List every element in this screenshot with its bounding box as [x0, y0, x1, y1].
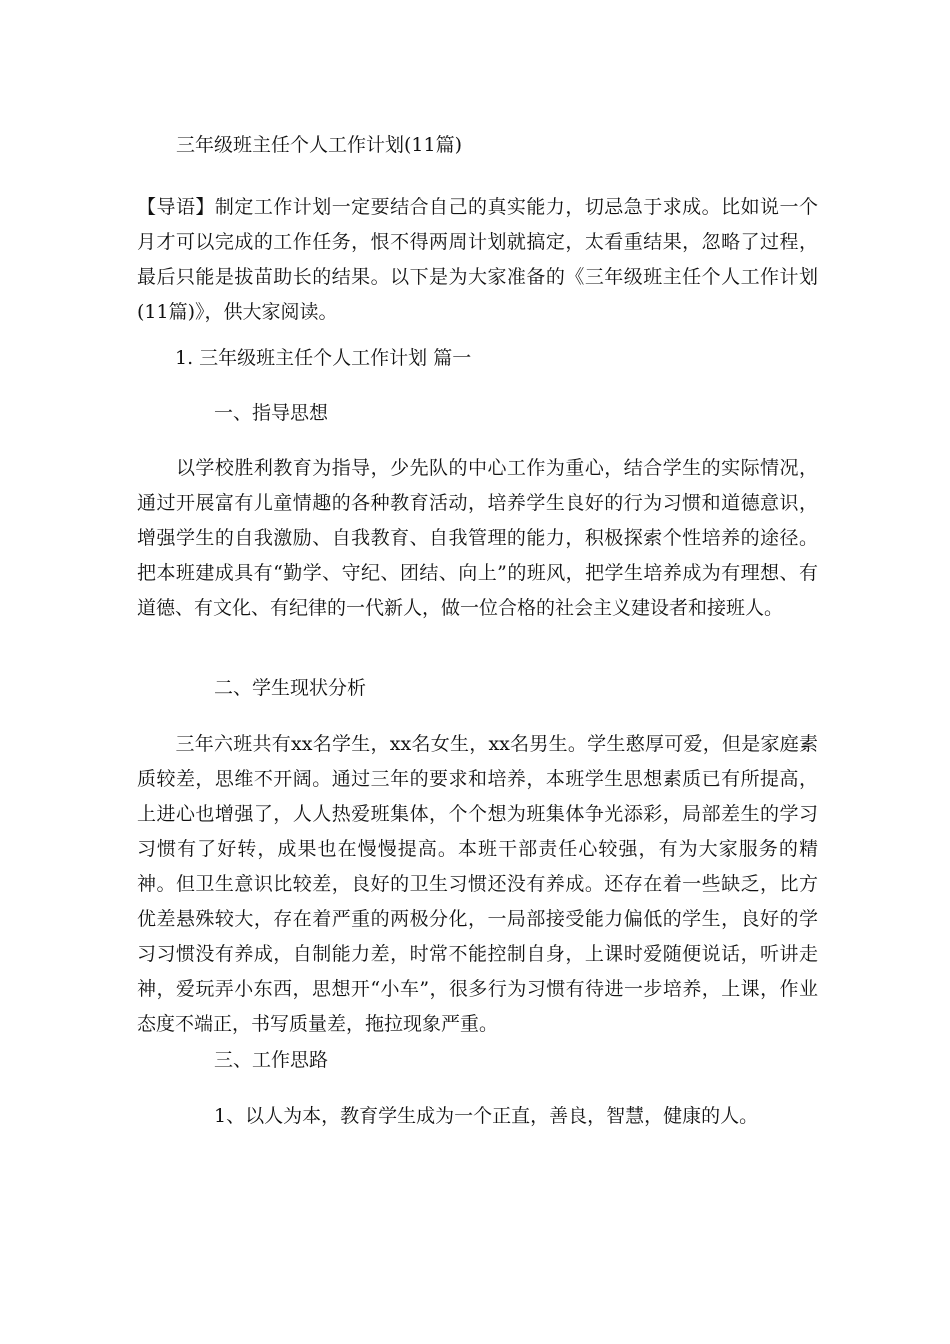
article-title: 1. 三年级班主任个人工作计划 篇一 — [175, 347, 472, 369]
section-heading-work-approach: 三、工作思路 — [214, 1049, 329, 1071]
work-approach-item-1: 1、以人为本，教育学生成为一个正直，善良，智慧，健康的人。 — [214, 1105, 759, 1127]
section-body-guiding-ideology: 以学校胜利教育为指导，少先队的中心工作为重心，结合学生的实际情况，通过开展富有儿童情趣的各种教育活动，培养学生良好的行为习惯和道德意识，增强学生的自我激励、自我教育、自我管理的能力，积极探索个性培养的途径。把本班建成具有“勤学、守纪、团结、向上”的班风，把学生培养成为有理想、有道德、有文化、有纪律的一代新人，做一位合格的社会主义建设者和接班人。 — [137, 457, 818, 619]
section-heading-guiding-ideology: 一、指导思想 — [214, 402, 329, 424]
section-body-student-analysis: 三年六班共有xx名学生，xx名女生，xx名男生。学生憨厚可爱，但是家庭素质较差，思维不开阔。通过三年的要求和培养，本班学生思想素质已有所提高，上进心也增强了，人人热爱班集体，个个想为班集体争光添彩，局部差生的学习习惯有了好转，成果也在慢慢提高。本班干部责任心较强，有为大家服务的精神。但卫生意识比较差，良好的卫生习惯还没有养成。还存在着一些缺乏，比方优差悬殊较大，存在着严重的两极分化，一局部接受能力偏低的学生，良好的学习习惯没有养成，自制能力差，时常不能控制自身，上课时爱随便说话，听讲走神，爱玩弄小东西，思想开“小车”，很多行为习惯有待进一步培养，上课，作业态度不端正，书写质量差，拖拉现象严重。 — [137, 733, 818, 1035]
intro-paragraph: 【导语】制定工作计划一定要结合自己的真实能力，切忌急于求成。比如说一个月才可以完成的工作任务，恨不得两周计划就搞定，太看重结果，忽略了过程，最后只能是拔苗助长的结果。以下是为大家准备的《三年级班主任个人工作计划(11篇)》，供大家阅读。 — [137, 196, 818, 323]
document-title: 三年级班主任个人工作计划(11篇) — [176, 134, 463, 156]
section-heading-student-analysis: 二、学生现状分析 — [214, 677, 367, 699]
